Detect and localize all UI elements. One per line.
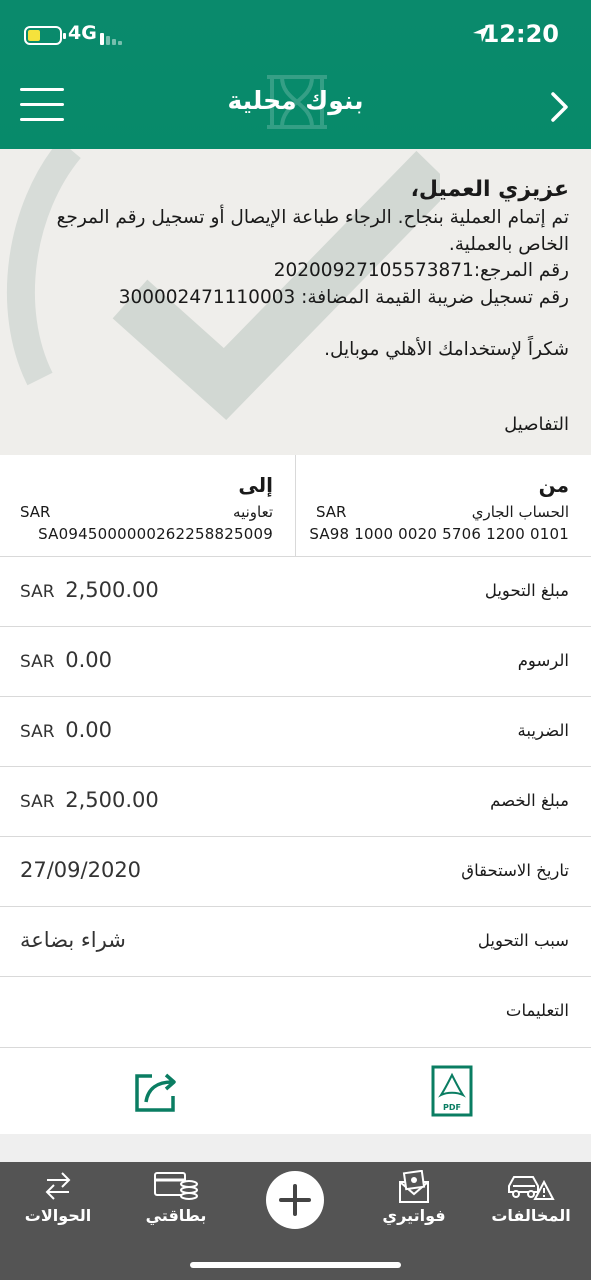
reference-value: 20200927105573871 — [273, 260, 474, 281]
tax-label: الضريبة — [517, 721, 569, 740]
row-due-date — [0, 837, 591, 907]
signal-icon — [100, 27, 126, 45]
transfer-amount-value — [20, 578, 159, 602]
from-to-divider — [295, 455, 296, 557]
reference-label: رقم المرجع: — [473, 260, 569, 281]
success-line: تم إتمام العملية بنجاح. الرجاء طباعة الإيصال أو تسجيل رقم المرجع الخاص بالعملية. — [56, 207, 569, 255]
due-date-value: 27/09/2020 — [20, 858, 142, 882]
to-label: إلى — [238, 473, 273, 497]
add-button[interactable] — [266, 1171, 324, 1229]
currency-code: SAR — [20, 722, 55, 742]
from-account-name: الحساب الجاري — [471, 503, 569, 521]
transfer-reason-label: سبب التحويل — [477, 931, 569, 950]
tab-transfers-label: الحوالات — [24, 1206, 92, 1225]
reference-line — [21, 258, 569, 285]
amount: 0.00 — [65, 718, 113, 742]
thanks-line: شكراً لإستخدامك الأهلي موبايل. — [324, 339, 569, 360]
cards-icon — [153, 1170, 199, 1202]
tab-violations-label: المخالفات — [491, 1206, 571, 1225]
spacer — [0, 1134, 591, 1162]
debit-amount-value — [20, 788, 159, 812]
tab-bills-label: فواتيري — [382, 1206, 446, 1225]
pdf-icon-text: PDF — [443, 1103, 461, 1112]
amount: 2,500.00 — [65, 788, 159, 812]
transfer-reason-value: شراء بضاعة — [20, 928, 126, 952]
amount: 0.00 — [65, 648, 113, 672]
greeting: عزيزي العميل، — [410, 177, 569, 202]
amount: 2,500.00 — [65, 578, 159, 602]
transfer-arrows-icon — [43, 1170, 73, 1202]
status-bar — [0, 0, 591, 66]
battery-icon — [24, 26, 62, 45]
vat-value: 300002471110003 — [118, 286, 296, 308]
row-debit-amount — [0, 767, 591, 837]
row-fees — [0, 627, 591, 697]
receipt-actions — [0, 1048, 591, 1134]
to-currency: SAR — [20, 503, 51, 521]
instructions-label: التعليمات — [505, 1001, 569, 1020]
car-warning-icon — [507, 1170, 555, 1202]
fees-label: الرسوم — [517, 651, 569, 670]
tab-cards[interactable] — [126, 1162, 226, 1242]
share-icon[interactable] — [132, 1070, 180, 1114]
to-iban: SA0945000000262258825009 — [38, 525, 273, 543]
due-date-label: تاريخ الاستحقاق — [461, 861, 569, 880]
from-iban: SA98 1000 0020 5706 1200 0101 — [309, 525, 569, 543]
debit-amount-label: مبلغ الخصم — [490, 791, 569, 810]
from-to-section — [0, 455, 591, 557]
chevron-right-icon[interactable] — [549, 90, 571, 124]
currency-code: SAR — [20, 652, 55, 672]
tab-bills[interactable] — [364, 1162, 464, 1242]
bills-envelope-icon — [398, 1170, 430, 1204]
tab-cards-label: بطاقتي — [145, 1206, 207, 1225]
transfer-amount-label: مبلغ التحويل — [484, 581, 569, 600]
to-account — [0, 455, 295, 557]
vat-label: رقم تسجيل ضريبة القيمة المضافة: — [295, 286, 569, 308]
vat-line — [21, 285, 569, 312]
from-account — [296, 455, 591, 557]
tab-transfers[interactable] — [8, 1162, 108, 1242]
success-message-panel — [0, 149, 591, 455]
pdf-icon[interactable] — [431, 1065, 473, 1117]
tax-value — [20, 718, 112, 742]
home-indicator — [190, 1262, 401, 1268]
row-instructions — [0, 977, 591, 1048]
row-transfer-amount — [0, 557, 591, 627]
from-label: من — [538, 473, 569, 497]
message-text — [21, 175, 569, 364]
from-currency: SAR — [316, 503, 347, 521]
tab-violations[interactable] — [481, 1162, 581, 1242]
page-title: بنوك محلية — [227, 86, 364, 115]
network-type: 4G — [68, 22, 97, 44]
currency-code: SAR — [20, 582, 55, 602]
status-time: 12:20 — [482, 20, 559, 48]
to-account-name: تعاونيه — [233, 503, 273, 521]
currency-code: SAR — [20, 792, 55, 812]
details-heading: التفاصيل — [504, 414, 569, 435]
fees-value — [20, 648, 112, 672]
row-tax — [0, 697, 591, 767]
row-transfer-reason — [0, 907, 591, 977]
app-header — [0, 0, 591, 149]
